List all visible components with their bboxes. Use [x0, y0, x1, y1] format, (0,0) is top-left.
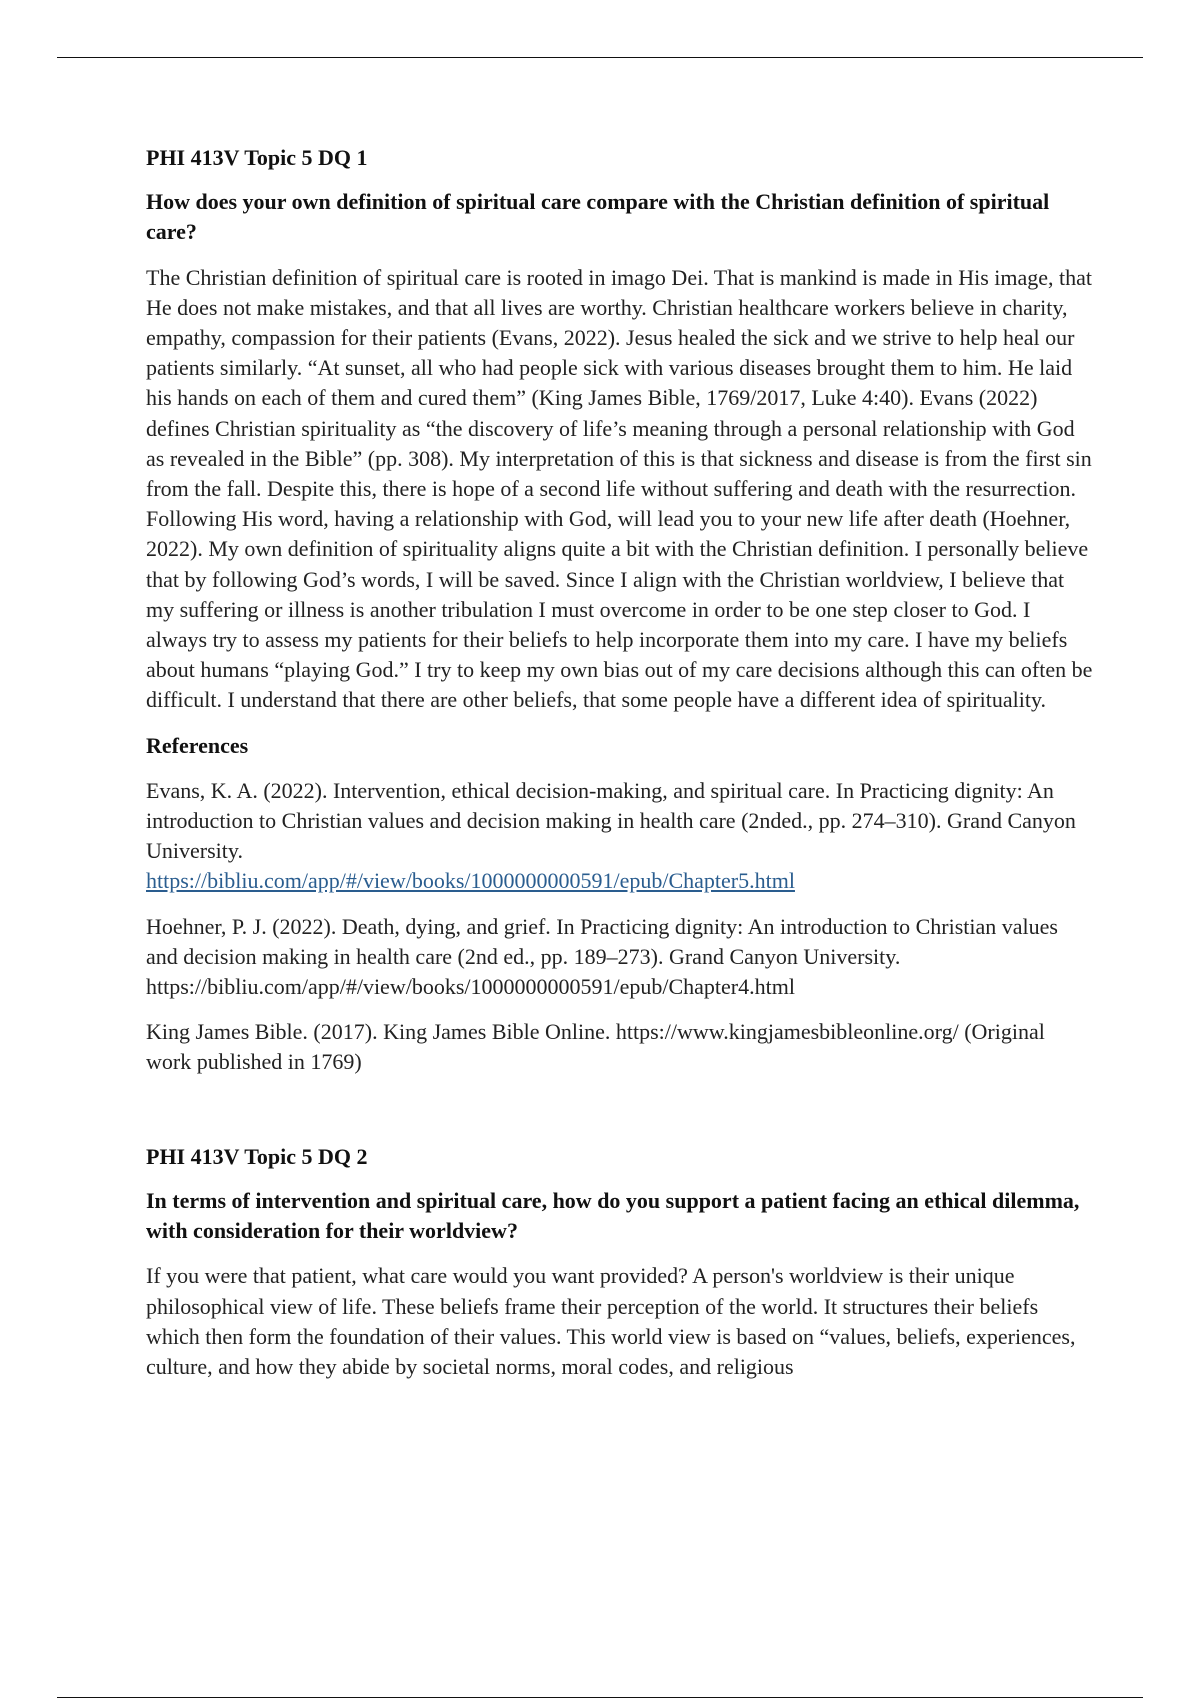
reference-evans-text: Evans, K. A. (2022). Intervention, ethical decision-making, and spiritual care. In Practicing dignity: An introduction to Christian values and decision making in health care (2nded., pp. 274–310). Grand Canyon University.	[146, 777, 1076, 864]
dq2-body: If you were that patient, what care would you want provided? A person's worldview is their unique philosophical view of life. These beliefs frame their perception of the world. It structures their beliefs which then form the foundation of their values. This world view is based on “values, beliefs, experiences, culture, and how they abide by societal norms, moral codes, and religious	[146, 1263, 1076, 1379]
reference-evans	[146, 776, 1094, 897]
dq2-title: PHI 413V Topic 5 DQ 2	[146, 1143, 368, 1169]
section-spacer	[146, 1093, 1094, 1142]
header-rule	[57, 57, 1143, 58]
footer-rule	[57, 1697, 1143, 1698]
reference-evans-link[interactable]: https://bibliu.com/app/#/view/books/1000000000591/epub/Chapter5.html	[146, 868, 795, 894]
dq1-question: How does your own definition of spiritual care compare with the Christian definition of spiritual care?	[146, 189, 1050, 245]
reference-hoehner: Hoehner, P. J. (2022). Death, dying, and grief. In Practicing dignity: An introduction to Christian values and decision making in health care (2nd ed., pp. 189–273). Grand Canyon University. https://bibliu.com/app/#/view/books/1000000000591/epub/Chapter4.html	[146, 913, 1058, 1000]
dq1-body: The Christian definition of spiritual care is rooted in imago Dei. That is mankind is made in His image, that He does not make mistakes, and that all lives are worthy. Christian healthcare workers believe in charity, empathy, compassion for their patients (Evans, 2022). Jesus healed the sick and we strive to help heal our patients similarly. “At sunset, all who had people sick with various diseases brought them to him. He laid his hands on each of them and cured them” (King James Bible, 1769/2017, Luke 4:40). Evans (2022) defines Christian spirituality as “the discovery of life’s meaning through a personal relationship with God as revealed in the Bible” (pp. 308). My interpretation of this is that sickness and disease is from the first sin from the fall. Despite this, there is hope of a second life without suffering and death with the resurrection. Following His word, having a relationship with God, will lead you to your new life after death (Hoehner, 2022). My own definition of spirituality aligns quite a bit with the Christian definition. I personally believe that by following God’s words, I will be saved. Since I align with the Christian worldview, I believe that my suffering or illness is another tribulation I must overcome in order to be one step closer to God. I always try to assess my patients for their beliefs to help incorporate them into my care. I have my beliefs about humans “playing God.” I try to keep my own bias out of my care decisions although this can often be difficult. I understand that there are other beliefs, that some people have a different idea of spirituality.	[146, 264, 1093, 713]
dq1-title: PHI 413V Topic 5 DQ 1	[146, 145, 368, 170]
references-heading: References	[146, 732, 249, 758]
dq2-question: In terms of intervention and spiritual care, how do you support a patient facing an ethical dilemma, with consideration for their worldview?	[146, 1187, 1080, 1244]
reference-kjb: King James Bible. (2017). King James Bible Online. https://www.kingjamesbibleonline.org/ (Original work published in 1769)	[146, 1019, 1045, 1075]
document-page	[146, 143, 1094, 1397]
